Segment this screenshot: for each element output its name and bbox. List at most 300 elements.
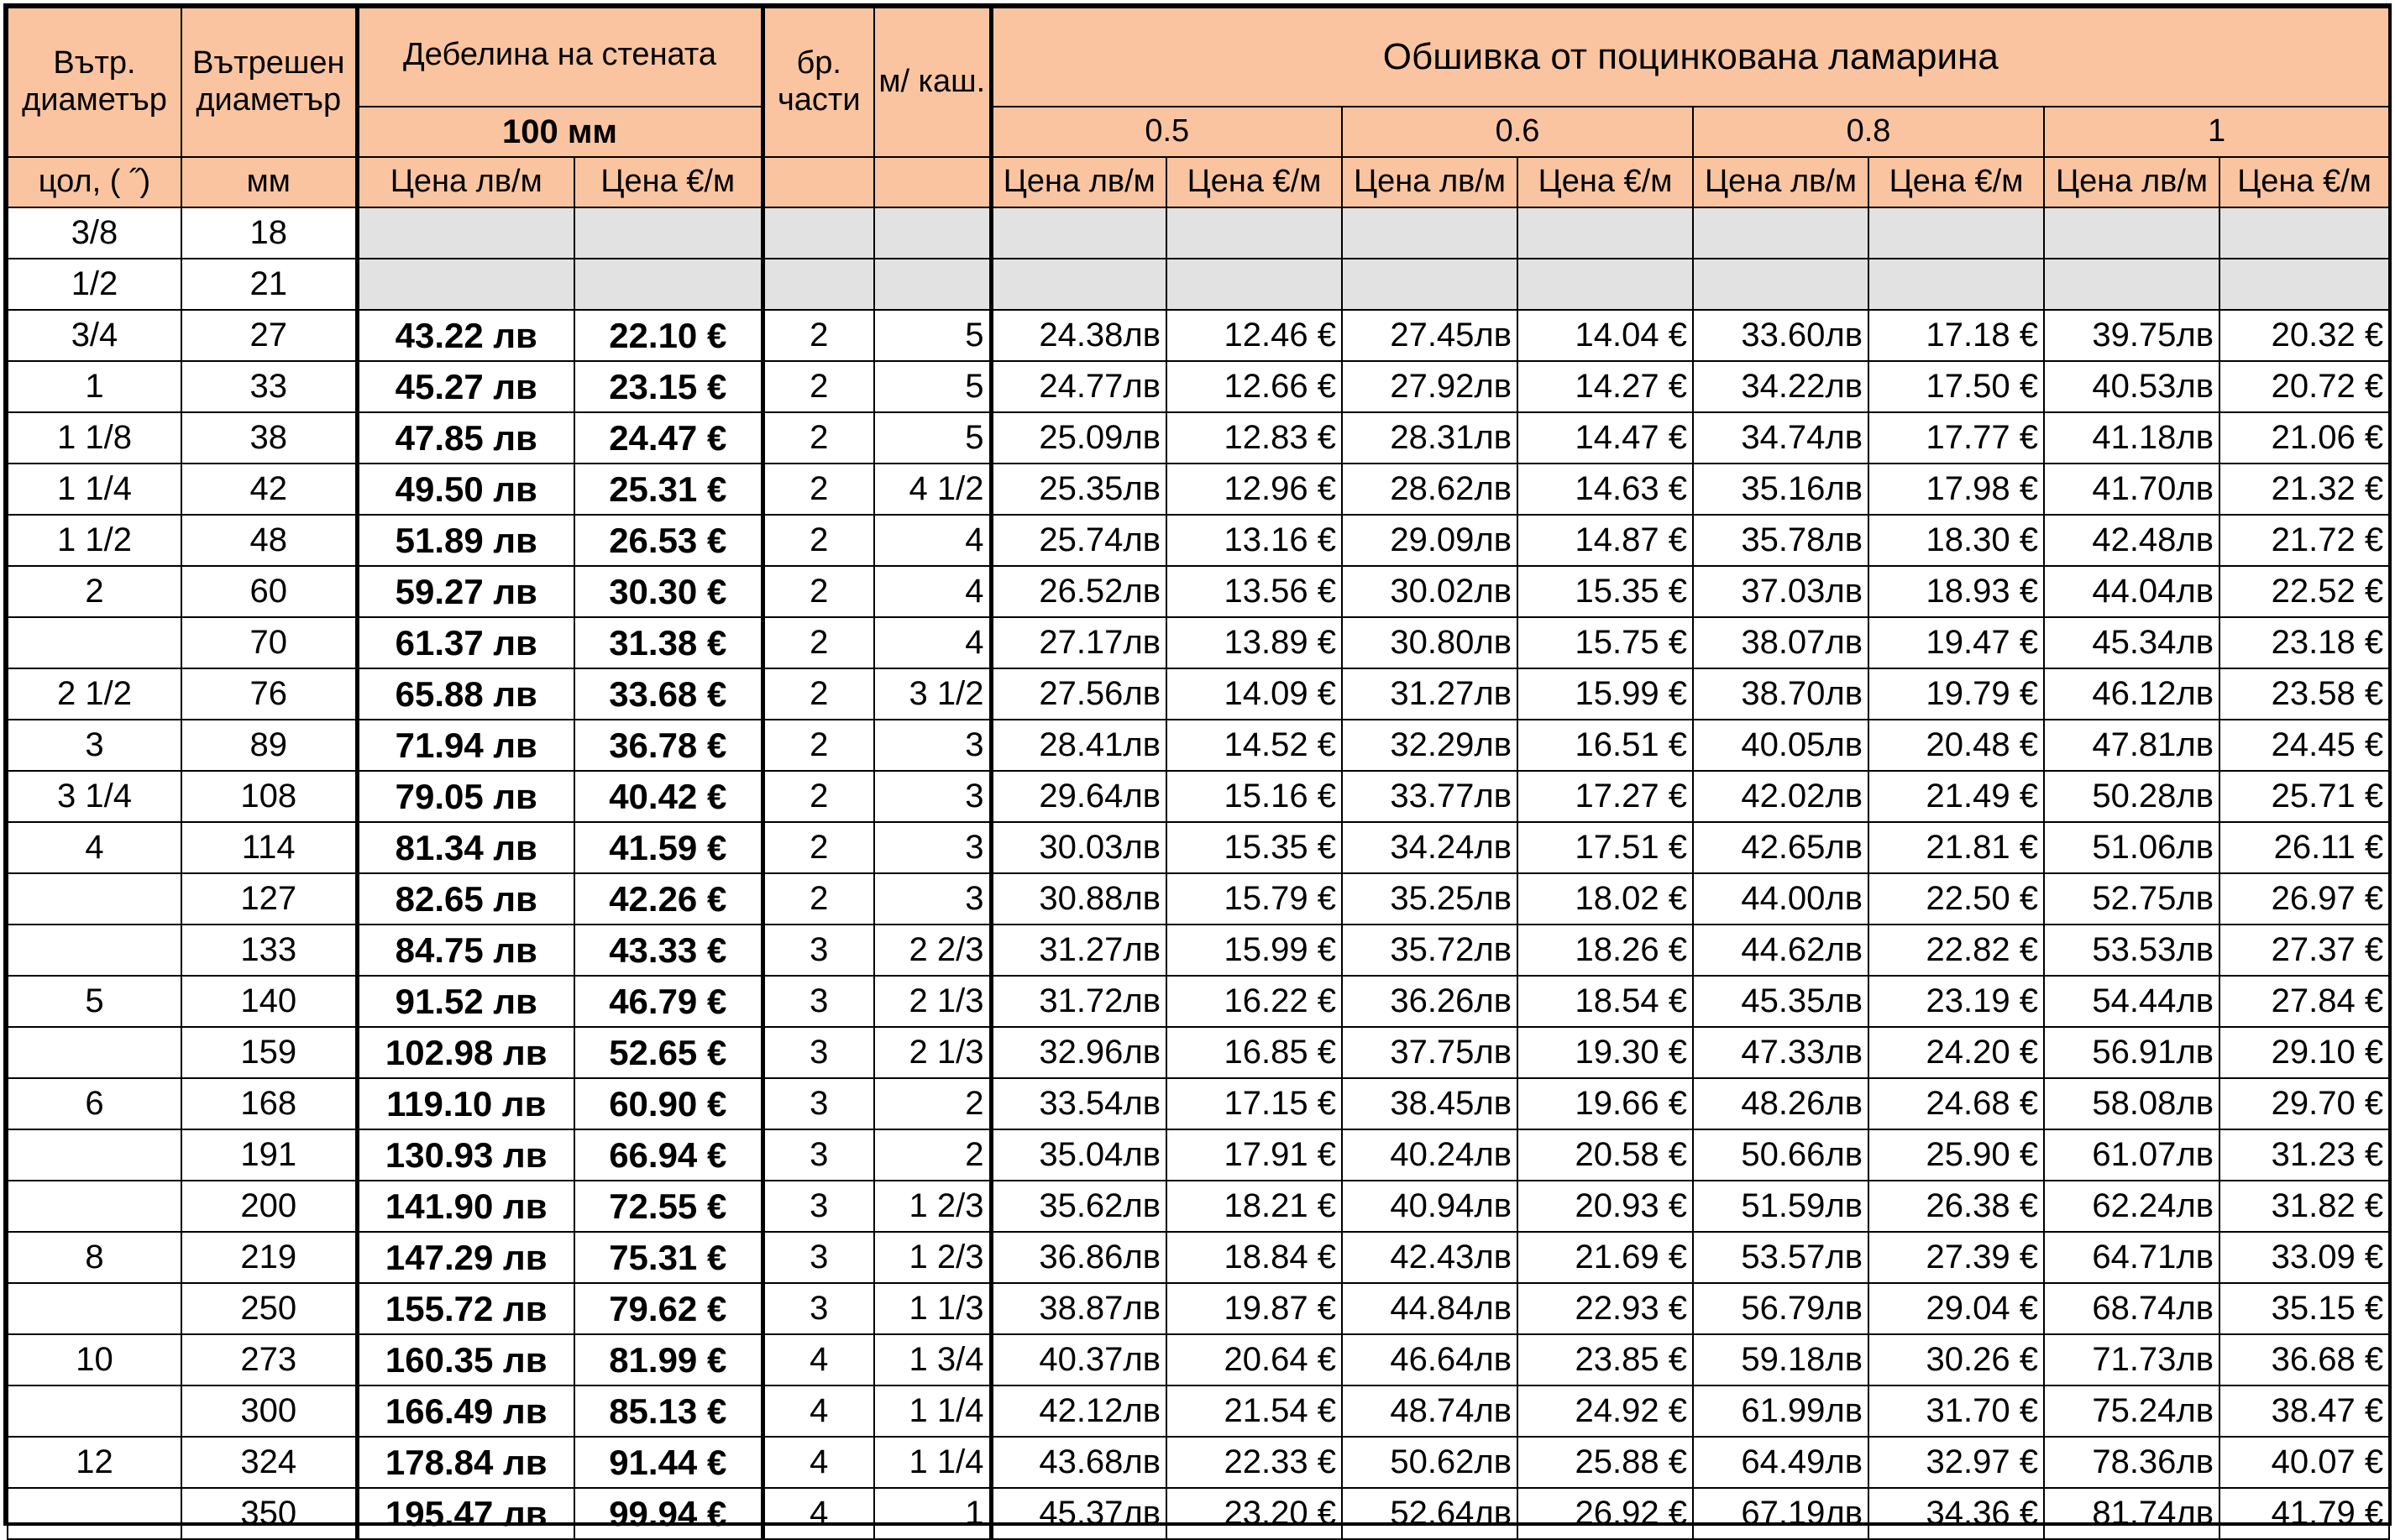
cell-cladding-price-eur: 12.96 € — [1166, 464, 1342, 515]
cell-inner-diameter-in — [8, 1283, 181, 1334]
cell-wall-price-eur: 99.94 € — [574, 1488, 763, 1539]
cell-cladding-price-bgn: 40.24лв — [1342, 1129, 1517, 1181]
cell-cladding-price-bgn: 50.66лв — [1693, 1129, 1868, 1181]
cell-cladding-price-bgn: 40.37лв — [991, 1334, 1166, 1385]
cell-m-per-box: 2 — [874, 1078, 991, 1129]
cell-wall-price-eur: 33.68 € — [574, 668, 763, 720]
cell-cladding-price-bgn: 62.24лв — [2044, 1181, 2219, 1232]
cell-m-per-box: 1 2/3 — [874, 1181, 991, 1232]
cell-m-per-box: 4 1/2 — [874, 464, 991, 515]
cell-wall-price-bgn: 71.94 лв — [357, 720, 574, 771]
table-row — [8, 1488, 2389, 1539]
cell-cladding-price-eur: 21.49 € — [1868, 771, 2044, 822]
cell-cladding-price-bgn: 51.06лв — [2044, 822, 2219, 873]
cell-wall-price-eur: 66.94 € — [574, 1129, 763, 1181]
cell-inner-diameter-mm: 27 — [181, 310, 357, 361]
cell-cladding-price-bgn: 47.81лв — [2044, 720, 2219, 771]
cell-inner-diameter-mm: 114 — [181, 822, 357, 873]
cell-inner-diameter-in — [8, 925, 181, 976]
cell-cladding-price-eur: 18.26 € — [1517, 925, 1693, 976]
cell-cladding-price-eur: 15.75 € — [1517, 617, 1693, 668]
cell-inner-diameter-in — [8, 1488, 181, 1539]
cell-wall-price-eur: 42.26 € — [574, 873, 763, 925]
cell-cladding-price-bgn: 27.92лв — [1342, 361, 1517, 412]
cell-cladding-price-eur: 26.38 € — [1868, 1181, 2044, 1232]
cell-wall-price-eur: 46.79 € — [574, 976, 763, 1027]
cell-cladding-price-eur: 22.82 € — [1868, 925, 2044, 976]
cell-cladding-price-bgn: 42.65лв — [1693, 822, 1868, 873]
cell-m-per-box: 3 — [874, 822, 991, 873]
cell-cladding-price-eur — [1517, 259, 1693, 310]
table-row — [8, 1232, 2389, 1283]
table-row — [8, 976, 2389, 1027]
table-row — [8, 207, 2389, 259]
cell-m-per-box: 2 2/3 — [874, 925, 991, 976]
cell-cladding-price-eur: 13.56 € — [1166, 566, 1342, 617]
cell-inner-diameter-mm: 60 — [181, 566, 357, 617]
cell-cladding-price-bgn: 34.24лв — [1342, 822, 1517, 873]
cell-inner-diameter-in: 6 — [8, 1078, 181, 1129]
cell-parts: 4 — [763, 1334, 874, 1385]
cell-cladding-price-bgn: 81.74лв — [2044, 1488, 2219, 1539]
header-m-per-box: м/ каш. — [874, 8, 991, 157]
cell-cladding-price-bgn: 52.75лв — [2044, 873, 2219, 925]
cell-cladding-price-eur: 19.79 € — [1868, 668, 2044, 720]
cell-inner-diameter-in: 5 — [8, 976, 181, 1027]
cell-inner-diameter-in: 2 — [8, 566, 181, 617]
cell-inner-diameter-in: 2 1/2 — [8, 668, 181, 720]
header-inner-diameter-in: Вътр. диаметър — [8, 8, 181, 157]
cell-inner-diameter-in — [8, 1385, 181, 1437]
cell-cladding-price-eur: 18.84 € — [1166, 1232, 1342, 1283]
cell-cladding-price-bgn: 75.24лв — [2044, 1385, 2219, 1437]
cell-m-per-box: 2 — [874, 1129, 991, 1181]
cell-m-per-box: 1 1/4 — [874, 1385, 991, 1437]
cell-cladding-price-eur: 41.79 € — [2219, 1488, 2389, 1539]
table-row — [8, 668, 2389, 720]
cell-wall-price-bgn: 45.27 лв — [357, 361, 574, 412]
cell-wall-price-eur: 43.33 € — [574, 925, 763, 976]
cell-cladding-price-bgn: 41.70лв — [2044, 464, 2219, 515]
cell-cladding-price-bgn: 53.53лв — [2044, 925, 2219, 976]
cell-cladding-price-eur: 22.52 € — [2219, 566, 2389, 617]
cell-cladding-price-eur: 18.54 € — [1517, 976, 1693, 1027]
cell-cladding-price-bgn: 46.12лв — [2044, 668, 2219, 720]
cell-cladding-price-eur: 26.97 € — [2219, 873, 2389, 925]
cell-m-per-box: 3 — [874, 771, 991, 822]
cell-wall-price-eur: 85.13 € — [574, 1385, 763, 1437]
cell-cladding-price-eur: 12.46 € — [1166, 310, 1342, 361]
cell-cladding-price-bgn — [1693, 259, 1868, 310]
table-row — [8, 1385, 2389, 1437]
cell-cladding-price-eur: 26.11 € — [2219, 822, 2389, 873]
cell-cladding-price-bgn: 38.87лв — [991, 1283, 1166, 1334]
cell-cladding-price-eur: 31.82 € — [2219, 1181, 2389, 1232]
cell-cladding-price-eur: 24.45 € — [2219, 720, 2389, 771]
cell-cladding-price-eur: 38.47 € — [2219, 1385, 2389, 1437]
cell-wall-price-bgn: 141.90 лв — [357, 1181, 574, 1232]
cell-parts: 2 — [763, 464, 874, 515]
cell-cladding-price-eur: 24.20 € — [1868, 1027, 2044, 1078]
cell-cladding-price-eur: 18.21 € — [1166, 1181, 1342, 1232]
cell-cladding-price-bgn: 31.27лв — [991, 925, 1166, 976]
cell-cladding-price-eur: 15.35 € — [1517, 566, 1693, 617]
cell-m-per-box: 2 1/3 — [874, 976, 991, 1027]
cell-wall-price-bgn: 130.93 лв — [357, 1129, 574, 1181]
cell-wall-price-bgn: 81.34 лв — [357, 822, 574, 873]
cell-cladding-price-bgn — [1693, 207, 1868, 259]
header-m-unit — [874, 157, 991, 207]
cell-cladding-price-eur: 24.68 € — [1868, 1078, 2044, 1129]
cell-cladding-price-eur: 14.63 € — [1517, 464, 1693, 515]
cell-inner-diameter-mm: 200 — [181, 1181, 357, 1232]
cell-cladding-price-eur: 20.58 € — [1517, 1129, 1693, 1181]
cell-cladding-price-eur: 19.66 € — [1517, 1078, 1693, 1129]
cell-cladding-price-bgn: 47.33лв — [1693, 1027, 1868, 1078]
cell-cladding-price-eur: 17.50 € — [1868, 361, 2044, 412]
cell-cladding-price-eur: 13.16 € — [1166, 515, 1342, 566]
cell-wall-price-bgn: 47.85 лв — [357, 412, 574, 464]
cell-parts: 3 — [763, 925, 874, 976]
cell-cladding-price-eur: 23.19 € — [1868, 976, 2044, 1027]
cell-cladding-price-bgn: 67.19лв — [1693, 1488, 1868, 1539]
cell-inner-diameter-mm: 33 — [181, 361, 357, 412]
header-price-eur: Цена €/м — [1166, 157, 1342, 207]
header-wall-thickness: Дебелина на стената — [357, 8, 763, 107]
cell-cladding-price-bgn — [991, 207, 1166, 259]
cell-cladding-price-eur: 15.35 € — [1166, 822, 1342, 873]
cell-m-per-box — [874, 259, 991, 310]
cell-parts — [763, 259, 874, 310]
cell-parts: 2 — [763, 566, 874, 617]
cell-wall-price-eur: 52.65 € — [574, 1027, 763, 1078]
cell-parts: 2 — [763, 668, 874, 720]
cell-cladding-price-eur: 20.32 € — [2219, 310, 2389, 361]
cell-cladding-price-eur: 17.51 € — [1517, 822, 1693, 873]
cell-cladding-price-eur: 29.04 € — [1868, 1283, 2044, 1334]
cell-inner-diameter-in — [8, 617, 181, 668]
cell-cladding-price-bgn: 25.74лв — [991, 515, 1166, 566]
cell-cladding-price-bgn: 31.72лв — [991, 976, 1166, 1027]
cell-cladding-price-bgn: 30.02лв — [1342, 566, 1517, 617]
cell-cladding-price-bgn: 38.45лв — [1342, 1078, 1517, 1129]
cell-cladding-price-bgn: 44.04лв — [2044, 566, 2219, 617]
cell-cladding-price-eur: 19.30 € — [1517, 1027, 1693, 1078]
cell-cladding-price-bgn: 27.17лв — [991, 617, 1166, 668]
cell-cladding-price-bgn: 56.91лв — [2044, 1027, 2219, 1078]
cell-cladding-price-bgn: 34.22лв — [1693, 361, 1868, 412]
cell-cladding-price-eur: 14.52 € — [1166, 720, 1342, 771]
cell-cladding-price-bgn: 61.99лв — [1693, 1385, 1868, 1437]
cell-parts: 2 — [763, 873, 874, 925]
table-row — [8, 259, 2389, 310]
cell-m-per-box: 3 1/2 — [874, 668, 991, 720]
cell-parts: 3 — [763, 976, 874, 1027]
cell-inner-diameter-mm: 219 — [181, 1232, 357, 1283]
cell-m-per-box: 5 — [874, 412, 991, 464]
cell-m-per-box: 1 2/3 — [874, 1232, 991, 1283]
cell-inner-diameter-mm: 89 — [181, 720, 357, 771]
cell-wall-price-eur: 79.62 € — [574, 1283, 763, 1334]
cell-cladding-price-bgn: 33.60лв — [1693, 310, 1868, 361]
cell-cladding-price-eur: 21.54 € — [1166, 1385, 1342, 1437]
cell-cladding-price-eur: 17.18 € — [1868, 310, 2044, 361]
table-row — [8, 310, 2389, 361]
cell-cladding-price-bgn — [2044, 207, 2219, 259]
cell-wall-price-bgn: 49.50 лв — [357, 464, 574, 515]
header-price-eur: Цена €/м — [1868, 157, 2044, 207]
cell-cladding-price-bgn: 33.54лв — [991, 1078, 1166, 1129]
table-row — [8, 1283, 2389, 1334]
table-row — [8, 1078, 2389, 1129]
cell-cladding-price-eur: 15.16 € — [1166, 771, 1342, 822]
cell-m-per-box: 1 1/3 — [874, 1283, 991, 1334]
table-header — [8, 8, 2389, 207]
header-parts: бр. части — [763, 8, 874, 157]
cell-cladding-price-eur: 24.92 € — [1517, 1385, 1693, 1437]
cell-cladding-price-eur: 22.50 € — [1868, 873, 2044, 925]
cell-cladding-price-eur: 27.37 € — [2219, 925, 2389, 976]
cell-cladding-price-eur: 21.32 € — [2219, 464, 2389, 515]
table-row — [8, 1027, 2389, 1078]
cell-inner-diameter-in: 3/8 — [8, 207, 181, 259]
cell-cladding-price-eur: 15.79 € — [1166, 873, 1342, 925]
cell-m-per-box: 5 — [874, 361, 991, 412]
cell-parts: 4 — [763, 1488, 874, 1539]
cell-wall-price-eur: 60.90 € — [574, 1078, 763, 1129]
cell-inner-diameter-in: 3 — [8, 720, 181, 771]
table-row — [8, 925, 2389, 976]
cell-inner-diameter-in: 4 — [8, 822, 181, 873]
cell-wall-price-eur — [574, 259, 763, 310]
cell-inner-diameter-in: 8 — [8, 1232, 181, 1283]
price-table — [7, 7, 2390, 1540]
cell-inner-diameter-mm: 48 — [181, 515, 357, 566]
cell-wall-price-bgn: 43.22 лв — [357, 310, 574, 361]
cell-wall-price-eur: 81.99 € — [574, 1334, 763, 1385]
table-row — [8, 617, 2389, 668]
cell-wall-price-bgn: 82.65 лв — [357, 873, 574, 925]
table-row — [8, 1334, 2389, 1385]
table-row — [8, 873, 2389, 925]
cell-cladding-price-eur: 27.84 € — [2219, 976, 2389, 1027]
cell-wall-price-bgn: 147.29 лв — [357, 1232, 574, 1283]
cell-cladding-price-bgn — [1342, 207, 1517, 259]
cell-wall-price-bgn: 195.47 лв — [357, 1488, 574, 1539]
cell-parts: 3 — [763, 1078, 874, 1129]
cell-cladding-price-eur: 12.66 € — [1166, 361, 1342, 412]
cell-cladding-price-eur: 21.81 € — [1868, 822, 2044, 873]
cell-cladding-price-bgn: 64.71лв — [2044, 1232, 2219, 1283]
cell-inner-diameter-mm: 324 — [181, 1437, 357, 1488]
cell-cladding-price-bgn: 78.36лв — [2044, 1437, 2219, 1488]
cell-cladding-price-bgn: 37.03лв — [1693, 566, 1868, 617]
cell-cladding-price-eur: 30.26 € — [1868, 1334, 2044, 1385]
cell-inner-diameter-mm: 168 — [181, 1078, 357, 1129]
cell-cladding-price-eur: 32.97 € — [1868, 1437, 2044, 1488]
cell-wall-price-eur: 72.55 € — [574, 1181, 763, 1232]
header-price-bgn: Цена лв/м — [991, 157, 1166, 207]
header-price-bgn: Цена лв/м — [357, 157, 574, 207]
cell-inner-diameter-mm: 21 — [181, 259, 357, 310]
cell-cladding-price-bgn: 58.08лв — [2044, 1078, 2219, 1129]
cell-cladding-price-eur: 19.87 € — [1166, 1283, 1342, 1334]
cell-cladding-price-bgn: 52.64лв — [1342, 1488, 1517, 1539]
header-cladding: Обшивка от поцинкована ламарина — [991, 8, 2389, 107]
table-row — [8, 412, 2389, 464]
cell-wall-price-eur: 41.59 € — [574, 822, 763, 873]
cell-cladding-price-bgn: 42.48лв — [2044, 515, 2219, 566]
cell-wall-price-bgn: 65.88 лв — [357, 668, 574, 720]
cell-parts: 3 — [763, 1129, 874, 1181]
cell-cladding-price-eur: 23.18 € — [2219, 617, 2389, 668]
cell-cladding-price-bgn: 50.62лв — [1342, 1437, 1517, 1488]
cell-cladding-price-bgn: 53.57лв — [1693, 1232, 1868, 1283]
cell-inner-diameter-in: 3/4 — [8, 310, 181, 361]
cell-parts: 2 — [763, 515, 874, 566]
cell-cladding-price-bgn: 28.62лв — [1342, 464, 1517, 515]
cell-cladding-price-eur — [2219, 207, 2389, 259]
cell-cladding-price-bgn: 33.77лв — [1342, 771, 1517, 822]
cell-m-per-box: 4 — [874, 617, 991, 668]
cell-cladding-price-eur: 40.07 € — [2219, 1437, 2389, 1488]
cell-wall-price-bgn: 166.49 лв — [357, 1385, 574, 1437]
cell-cladding-price-bgn: 46.64лв — [1342, 1334, 1517, 1385]
cell-parts: 2 — [763, 617, 874, 668]
cell-cladding-price-bgn: 36.86лв — [991, 1232, 1166, 1283]
cell-cladding-price-bgn: 48.74лв — [1342, 1385, 1517, 1437]
cell-cladding-price-eur: 23.85 € — [1517, 1334, 1693, 1385]
cell-inner-diameter-in: 1 1/2 — [8, 515, 181, 566]
header-thickness-0-5: 0.5 — [991, 107, 1342, 157]
cell-parts: 2 — [763, 720, 874, 771]
header-wall-value: 100 мм — [357, 107, 763, 157]
cell-parts: 4 — [763, 1437, 874, 1488]
cell-parts: 3 — [763, 1027, 874, 1078]
cell-cladding-price-eur: 25.90 € — [1868, 1129, 2044, 1181]
cell-cladding-price-bgn: 44.00лв — [1693, 873, 1868, 925]
cell-cladding-price-eur — [1868, 259, 2044, 310]
cell-cladding-price-bgn: 50.28лв — [2044, 771, 2219, 822]
cell-m-per-box — [874, 207, 991, 259]
cell-m-per-box: 3 — [874, 720, 991, 771]
cell-cladding-price-bgn: 39.75лв — [2044, 310, 2219, 361]
cell-cladding-price-bgn: 30.88лв — [991, 873, 1166, 925]
cell-cladding-price-bgn: 27.45лв — [1342, 310, 1517, 361]
table-row — [8, 361, 2389, 412]
cell-inner-diameter-mm: 133 — [181, 925, 357, 976]
table-body — [8, 207, 2389, 1539]
cell-cladding-price-bgn: 45.34лв — [2044, 617, 2219, 668]
cell-parts: 2 — [763, 310, 874, 361]
cell-cladding-price-bgn: 35.72лв — [1342, 925, 1517, 976]
cell-cladding-price-eur: 22.93 € — [1517, 1283, 1693, 1334]
cell-cladding-price-eur — [1517, 207, 1693, 259]
cell-cladding-price-eur: 20.93 € — [1517, 1181, 1693, 1232]
cell-cladding-price-bgn: 54.44лв — [2044, 976, 2219, 1027]
cell-parts: 2 — [763, 412, 874, 464]
cell-cladding-price-eur — [2219, 259, 2389, 310]
cell-cladding-price-bgn: 24.77лв — [991, 361, 1166, 412]
cell-cladding-price-eur: 26.92 € — [1517, 1488, 1693, 1539]
cell-wall-price-bgn: 84.75 лв — [357, 925, 574, 976]
cell-cladding-price-eur: 20.72 € — [2219, 361, 2389, 412]
cell-m-per-box: 1 3/4 — [874, 1334, 991, 1385]
cell-inner-diameter-in — [8, 1027, 181, 1078]
cell-cladding-price-eur: 17.15 € — [1166, 1078, 1342, 1129]
table-row — [8, 1437, 2389, 1488]
cell-wall-price-eur — [574, 207, 763, 259]
cell-cladding-price-eur: 14.87 € — [1517, 515, 1693, 566]
cell-cladding-price-bgn: 25.09лв — [991, 412, 1166, 464]
header-price-bgn: Цена лв/м — [1693, 157, 1868, 207]
cell-cladding-price-bgn: 41.18лв — [2044, 412, 2219, 464]
cell-inner-diameter-mm: 250 — [181, 1283, 357, 1334]
cell-inner-diameter-in: 1 — [8, 361, 181, 412]
cell-cladding-price-bgn: 28.41лв — [991, 720, 1166, 771]
cell-wall-price-bgn: 102.98 лв — [357, 1027, 574, 1078]
cell-cladding-price-eur: 21.06 € — [2219, 412, 2389, 464]
cell-cladding-price-eur: 25.71 € — [2219, 771, 2389, 822]
cell-cladding-price-bgn: 35.16лв — [1693, 464, 1868, 515]
header-price-eur: Цена €/м — [574, 157, 763, 207]
cell-wall-price-eur: 24.47 € — [574, 412, 763, 464]
cell-cladding-price-bgn: 38.70лв — [1693, 668, 1868, 720]
cell-parts: 4 — [763, 1385, 874, 1437]
cell-wall-price-bgn: 91.52 лв — [357, 976, 574, 1027]
cell-wall-price-bgn: 59.27 лв — [357, 566, 574, 617]
cell-cladding-price-eur: 29.10 € — [2219, 1027, 2389, 1078]
header-parts-unit — [763, 157, 874, 207]
cell-cladding-price-eur: 17.27 € — [1517, 771, 1693, 822]
table-row — [8, 720, 2389, 771]
cell-cladding-price-bgn: 31.27лв — [1342, 668, 1517, 720]
cell-m-per-box: 5 — [874, 310, 991, 361]
cell-cladding-price-bgn: 35.78лв — [1693, 515, 1868, 566]
cell-cladding-price-bgn: 45.35лв — [1693, 976, 1868, 1027]
cell-wall-price-eur: 40.42 € — [574, 771, 763, 822]
cell-cladding-price-bgn: 40.05лв — [1693, 720, 1868, 771]
cell-cladding-price-eur: 36.68 € — [2219, 1334, 2389, 1385]
cell-wall-price-bgn: 160.35 лв — [357, 1334, 574, 1385]
cell-cladding-price-eur: 14.04 € — [1517, 310, 1693, 361]
cell-cladding-price-bgn: 32.96лв — [991, 1027, 1166, 1078]
cell-cladding-price-bgn: 35.62лв — [991, 1181, 1166, 1232]
cell-cladding-price-bgn: 45.37лв — [991, 1488, 1166, 1539]
cell-wall-price-eur: 25.31 € — [574, 464, 763, 515]
cell-cladding-price-bgn: 32.29лв — [1342, 720, 1517, 771]
cell-cladding-price-eur: 12.83 € — [1166, 412, 1342, 464]
cell-cladding-price-eur — [1166, 207, 1342, 259]
cell-cladding-price-eur: 13.89 € — [1166, 617, 1342, 668]
cell-inner-diameter-in: 1/2 — [8, 259, 181, 310]
cell-cladding-price-eur: 20.64 € — [1166, 1334, 1342, 1385]
cell-cladding-price-eur — [1166, 259, 1342, 310]
cell-cladding-price-bgn: 29.09лв — [1342, 515, 1517, 566]
cell-cladding-price-bgn: 42.02лв — [1693, 771, 1868, 822]
table-row — [8, 464, 2389, 515]
cell-inner-diameter-mm: 18 — [181, 207, 357, 259]
cell-inner-diameter-mm: 191 — [181, 1129, 357, 1181]
cell-cladding-price-bgn: 43.68лв — [991, 1437, 1166, 1488]
table-row — [8, 515, 2389, 566]
cell-inner-diameter-in — [8, 873, 181, 925]
cell-inner-diameter-in: 1 1/8 — [8, 412, 181, 464]
cell-wall-price-eur: 23.15 € — [574, 361, 763, 412]
cell-cladding-price-bgn: 44.62лв — [1693, 925, 1868, 976]
header-price-eur: Цена €/м — [1517, 157, 1693, 207]
cell-cladding-price-bgn: 27.56лв — [991, 668, 1166, 720]
